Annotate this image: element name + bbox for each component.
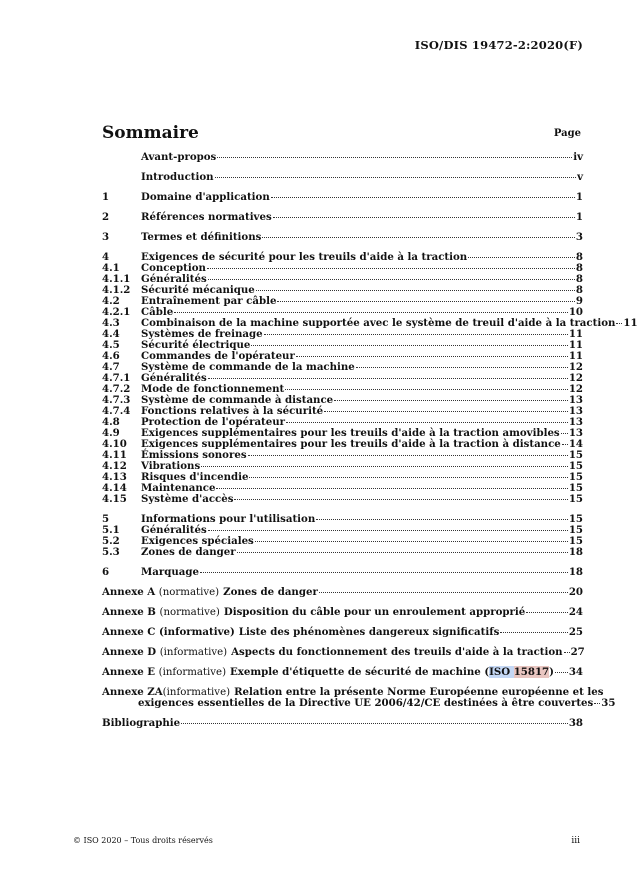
annex-page: 35 [601,697,616,709]
toc-entry-number: 4.5 [102,339,120,351]
document-id-header: ISO/DIS 19472-2:2020(F) [414,38,583,52]
toc-entry-title: Marquage [141,566,199,578]
toc-entry-page: 10 [568,306,583,318]
toc-entry-title: Exigences supplémentaires pour les treuils d'aide à la traction à distance [141,438,561,450]
toc-entry-title: Maintenance [141,482,216,494]
toc-annex-entry[interactable] [102,587,583,598]
toc-entry-title: Câble [141,306,174,318]
toc-entry-title: Généralités [141,524,207,536]
dot-leader [255,541,568,542]
toc-entry[interactable] [102,152,583,163]
toc-entry-page: 18 [568,546,583,558]
toc-entry-title: Exigences supplémentaires pour les treuils d'aide à la traction amovibles [141,427,560,439]
toc-entry-title: Entraînement par câble [141,295,277,307]
dot-leader [208,530,568,531]
bibliography-page: 38 [568,717,583,729]
toc-entry-page: 15 [568,513,583,525]
dot-leader [562,444,568,445]
toc-entry-page: 13 [568,394,583,406]
toc-entry-title: Références normatives [141,211,272,223]
annex-kind: (normative) [159,607,220,618]
toc-entry-page: v [577,171,583,183]
toc-entry-number: 4.14 [102,482,127,494]
toc-entry-title: Vibrations [141,460,201,472]
toc-entry-number: 4.10 [102,438,127,450]
dot-leader [500,632,567,633]
toc-entry[interactable] [102,494,583,505]
toc-entry-number: 4.8 [102,416,120,428]
dot-leader [564,652,570,653]
dot-leader [251,345,567,346]
dot-leader [234,499,567,500]
toc-entry[interactable] [102,172,583,183]
dot-leader [555,672,568,673]
dot-leader [526,612,568,613]
toc-entry-number: 5 [102,513,110,525]
annex-page: 34 [568,666,583,678]
toc-title: Sommaire [102,123,199,143]
annex-label: Annexe A [102,586,156,598]
dot-leader [215,177,577,178]
annex-title-continued: exigences essentielles de la Directive UE 2006/42/CE destinées à être couvertes [138,697,594,709]
annex-kind: (informative) [158,626,235,638]
toc-annex-entry[interactable] [102,607,583,618]
toc-entry-page: 11 [623,317,638,329]
dot-leader [356,367,568,368]
toc-entry-page: 15 [568,524,583,536]
dot-leader [324,411,568,412]
toc-entry-page: 14 [568,438,583,450]
toc-entry-page: 8 [575,262,583,274]
toc-entry-page: 12 [568,361,583,373]
toc-entry-number: 4.1.1 [102,273,131,285]
toc-entry-number: 4.2 [102,295,120,307]
toc-entry-number: 6 [102,566,110,578]
toc-entry-title: Commandes de l'opérateur [141,350,295,362]
annex-page: 20 [568,586,583,598]
dot-leader [181,723,568,724]
annex-page: 24 [568,606,583,618]
dot-leader [208,378,568,379]
dot-leader [237,552,568,553]
toc-entry-page: 12 [568,372,583,384]
toc-entry-page: 8 [575,284,583,296]
annex-title-part: Exemple d'étiquette de sécurité de machine ( [230,666,490,678]
annex-label: Annexe C [102,626,156,638]
toc-entry-number: 2 [102,211,110,223]
toc-annex-entry[interactable] [102,647,583,658]
toc-entry-page: 15 [568,460,583,472]
toc-entry-title: Conception [141,262,206,274]
toc-entry-number: 4.12 [102,460,127,472]
toc-entry-number: 1 [102,191,110,203]
toc-entry-title: Système de commande à distance [141,394,334,406]
toc-entry[interactable] [102,547,583,558]
toc-entry-page: 13 [568,416,583,428]
dot-leader [216,488,567,489]
toc-entry-title: Généralités [141,273,207,285]
dot-leader [319,592,568,593]
annex-title: Disposition du câble pour un enroulement approprié [223,606,526,618]
annex-label: Annexe ZA [102,686,163,698]
toc-entry-page: 8 [575,273,583,285]
annex-title: Relation entre la présente Norme Européenne européenne et les [234,686,604,698]
toc-entry-title: Termes et définitions [141,231,262,243]
toc-annex-entry[interactable] [102,627,583,638]
toc-entry-page: 13 [568,405,583,417]
toc-entry-number: 4 [102,251,110,263]
toc-entry-number: 4.7.1 [102,372,131,384]
annex-kind: (informative) [158,667,227,678]
toc-entry-title: Système d'accès [141,493,234,505]
toc-entry-number: 4.7.4 [102,405,131,417]
highlighted-text: ISO [489,666,511,678]
toc-entry[interactable] [102,212,583,223]
dot-leader [468,257,575,258]
annex-kind: (informative) [159,647,228,658]
dot-leader [616,323,622,324]
dot-leader [316,519,568,520]
toc-entry-number: 3 [102,231,110,243]
toc-entry-page: 3 [575,231,583,243]
toc-bibliography-entry[interactable] [102,718,583,729]
toc-entry-title: Mode de fonctionnement [141,383,285,395]
annex-title: Aspects du fonctionnement des treuils d'aide à la traction [231,646,563,658]
toc-entry-title: Sécurité mécanique [141,284,255,296]
toc-entry-title: Exigences de sécurité pour les treuils d'aide à la traction [141,251,468,263]
annex-title [226,667,554,678]
toc-entry-page: 15 [568,449,583,461]
annex-page: 27 [570,646,585,658]
annex-title: Zones de danger [223,586,318,598]
annex-label: Annexe B [102,606,156,618]
toc-entry-title: Généralités [141,372,207,384]
toc-entry-page: 15 [568,482,583,494]
toc-entry-page: 15 [568,535,583,547]
dot-leader [277,301,574,302]
dot-leader [174,312,568,313]
page-number-footer: iii [571,836,580,846]
toc-entry-number: 4.7.3 [102,394,131,406]
dot-leader [594,703,600,704]
toc-entry-title: Zones de danger [141,546,236,558]
highlighted-text: 15817 [513,666,550,678]
dot-leader [296,356,568,357]
toc-entry-page: 8 [575,251,583,263]
toc-entry-title: Émissions sonores [141,449,247,461]
toc-entry-page: 18 [568,566,583,578]
dot-leader [249,477,567,478]
annex-title-line-2 [102,697,616,709]
toc-entry-number: 4.11 [102,449,127,461]
toc-entry[interactable] [102,192,583,203]
toc-entry-page: 15 [568,471,583,483]
toc-entry-title: Avant-propos [141,151,217,163]
dot-leader [200,572,568,573]
toc-entry-page: 12 [568,383,583,395]
bibliography-title: Bibliographie [102,717,181,729]
annex-title-part: ) [549,666,554,678]
page-column-label: Page [553,128,581,139]
toc-entry-title: Fonctions relatives à la sécurité [141,405,324,417]
toc-entry-title: Systèmes de freinage [141,328,263,340]
toc-entry-number: 4.13 [102,471,127,483]
toc-entry-number: 5.2 [102,535,120,547]
dot-leader [217,157,572,158]
toc-entry-number: 4.3 [102,317,120,329]
toc-entry[interactable] [102,296,583,307]
toc-entry-page: 1 [575,211,583,223]
dot-leader [207,268,575,269]
toc-entry-title: Introduction [141,171,214,183]
toc-entry-title: Risques d'incendie [141,471,249,483]
toc-entry-number: 4.2.1 [102,306,131,318]
toc-annex-entry[interactable] [102,686,616,709]
annex-title: Liste des phénomènes dangereux significatifs [238,626,500,638]
dot-leader [262,237,575,238]
toc-entry-title: Système de commande de la machine [141,361,355,373]
dot-leader [285,389,568,390]
toc-entry[interactable] [102,567,583,578]
annex-kind: (normative) [158,587,220,598]
dot-leader [271,197,575,198]
annex-label: Annexe D [102,646,157,658]
dot-leader [286,422,568,423]
toc-entry-title: Domaine d'application [141,191,270,203]
toc-entry-number: 4.6 [102,350,120,362]
toc-entry-number: 4.9 [102,427,120,439]
dot-leader [256,290,575,291]
toc-annex-entry[interactable] [102,667,583,678]
toc-entry-title: Exigences spéciales [141,535,254,547]
annex-page: 25 [568,626,583,638]
toc-entry-page: 11 [568,339,583,351]
annex-kind: (informative) [162,687,231,698]
toc-entry-title: Informations pour l'utilisation [141,513,316,525]
dot-leader [264,334,568,335]
dot-leader [201,466,568,467]
dot-leader [248,455,568,456]
toc-entry-page: 11 [568,328,583,340]
annex-label: Annexe E [102,666,156,678]
toc-entry-page: 13 [568,427,583,439]
toc-entry[interactable] [102,232,583,243]
toc-entry-title: Protection de l'opérateur [141,416,286,428]
toc-entry-number: 4.4 [102,328,120,340]
toc-entry-number: 4.7.2 [102,383,131,395]
toc-entry-number: 5.3 [102,546,120,558]
toc-entry-number: 4.1 [102,262,120,274]
toc-entry-page: 1 [575,191,583,203]
dot-leader [208,279,575,280]
toc-entry-number: 4.15 [102,493,127,505]
dot-leader [561,433,568,434]
toc-entry-number: 5.1 [102,524,120,536]
toc-entry-title: Combinaison de la machine supportée avec le système de treuil d'aide à la traction [141,317,616,329]
dot-leader [334,400,568,401]
toc-entry-number: 4.1.2 [102,284,131,296]
toc-entry-page: 11 [568,350,583,362]
copyright-footer: © ISO 2020 – Tous droits réservés [73,836,213,845]
toc-entry-page: 15 [568,493,583,505]
table-of-contents [102,151,638,729]
dot-leader [273,217,575,218]
toc-entry-number: 4.7 [102,361,120,373]
toc-entry-page: 9 [575,295,583,307]
toc-entry-title: Sécurité électrique [141,339,251,351]
toc-entry-page: iv [573,151,583,163]
